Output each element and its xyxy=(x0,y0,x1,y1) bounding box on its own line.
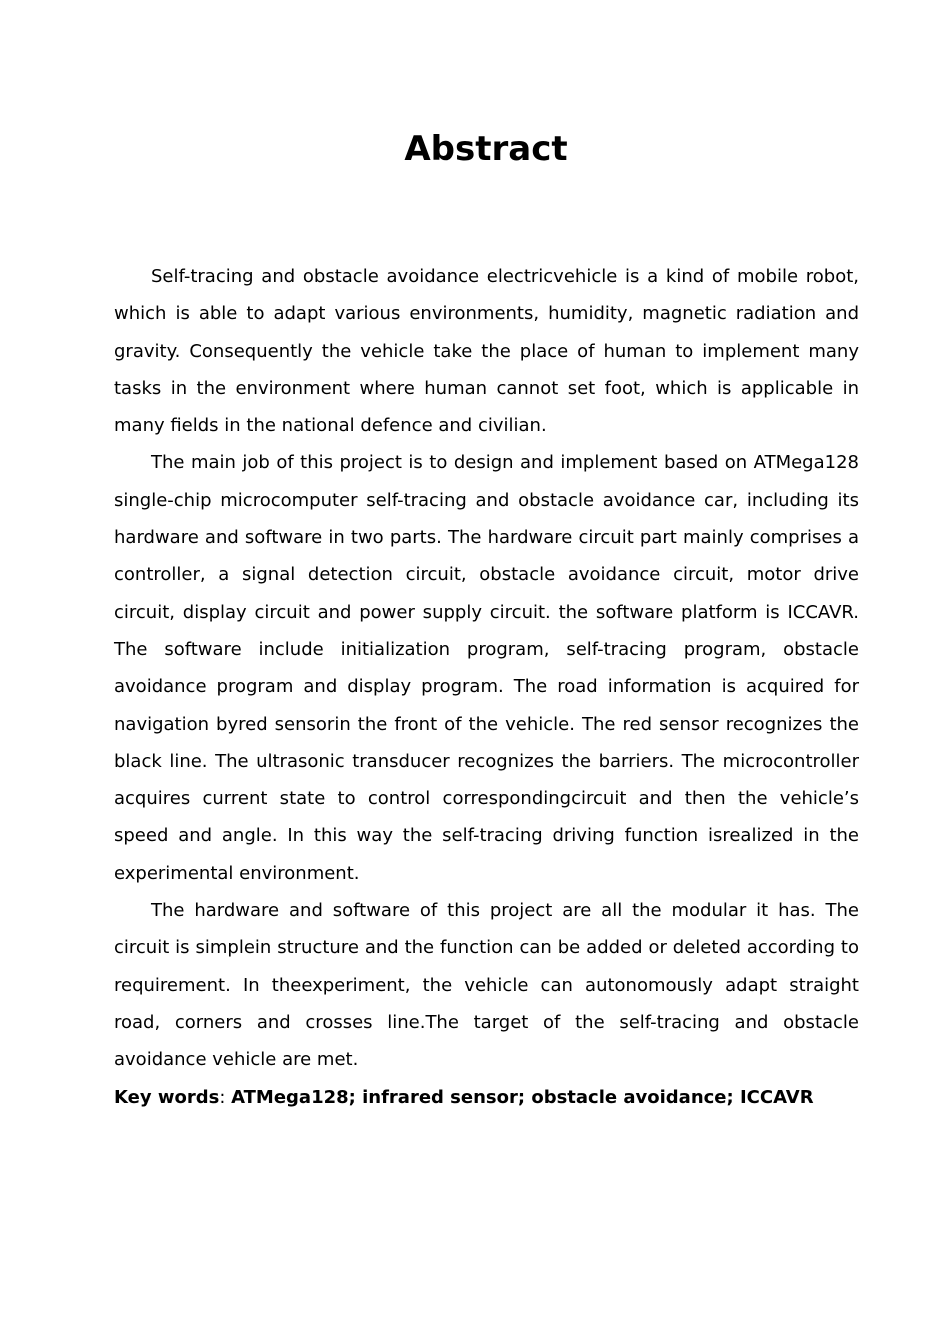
abstract-paragraph-3: The hardware and software of this project are all the modular it has. The circuit is simplein structure and the function can be added or deleted according to requirement. In theexperiment, the vehicle can autonomously adapt straight road, corners and crosses line.The target of the self-tracing and obstacle avoidance vehicle are met. xyxy=(114,900,859,1071)
keywords-separator: : xyxy=(219,1086,232,1108)
page-title: Abstract xyxy=(404,129,568,169)
keywords-line xyxy=(114,1079,859,1116)
abstract-paragraph-1: Self-tracing and obstacle avoidance electricvehicle is a kind of mobile robot, which is able to adapt various environments, humidity, magnetic radiation and gravity. Consequently the vehicle take the place of human to implement many tasks in the environment where human cannot set foot, which is applicable in many fields in the national defence and civilian. xyxy=(114,266,859,437)
keywords-values: ATMega128; infrared sensor; obstacle avoidance; ICCAVR xyxy=(231,1086,814,1108)
abstract-paragraph-2: The main job of this project is to design and implement based on ATMega128 single-chip microcomputer self-tracing and obstacle avoidance car, including its hardware and software in two parts. The hardware circuit part mainly comprises a controller, a signal detection circuit, obstacle avoidance circuit, motor drive circuit, display circuit and power supply circuit. the software platform is ICCAVR. The software include initialization program, self-tracing program, obstacle avoidance program and display program. The road information is acquired for navigation byred sensorin the front of the vehicle. The red sensor recognizes the black line. The ultrasonic transducer recognizes the barriers. The microcontroller acquires current state to control correspondingcircuit and then the vehicle’s speed and angle. In this way the self-tracing driving function isrealized in the experimental environment. xyxy=(114,452,859,884)
abstract-body xyxy=(114,258,859,1116)
keywords-label: Key words xyxy=(114,1086,220,1108)
